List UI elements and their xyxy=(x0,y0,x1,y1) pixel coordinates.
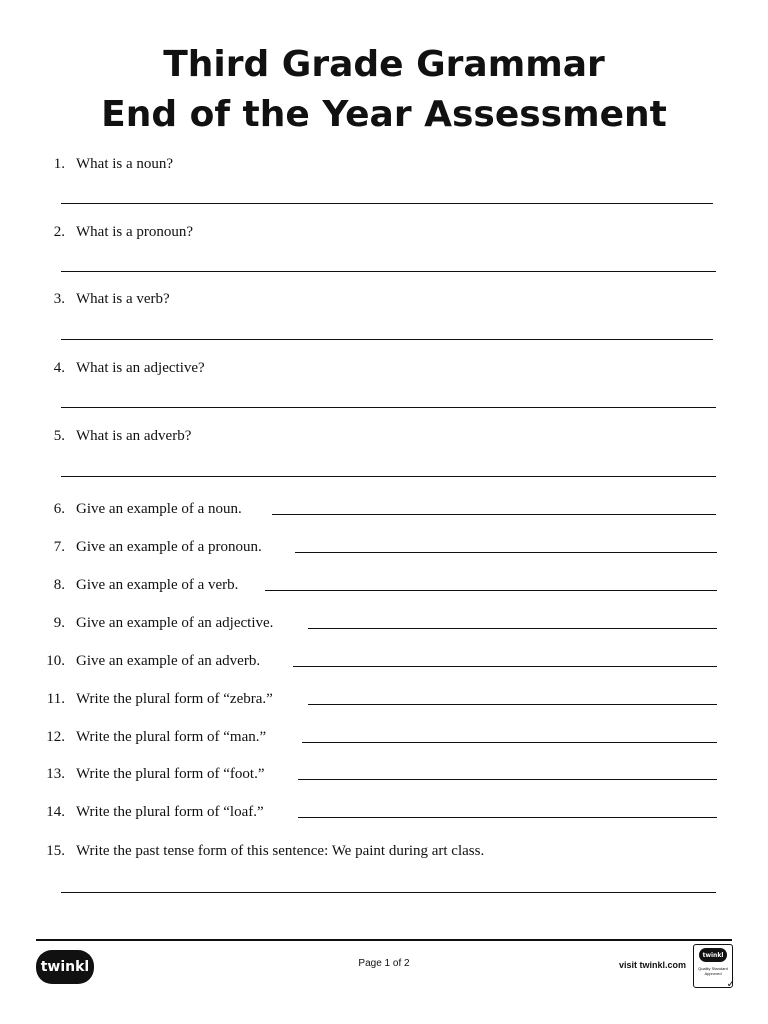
question-text: Write the past tense form of this sentence: We paint during art class. xyxy=(76,843,485,859)
badge-logo: twinkl xyxy=(699,948,727,962)
question-text: Write the plural form of “zebra.” xyxy=(76,691,273,707)
badge-text: Quality Standard Approved xyxy=(698,966,728,976)
answer-line-1[interactable] xyxy=(61,203,713,204)
question-number: 8. xyxy=(53,577,65,593)
answer-line-8[interactable] xyxy=(265,590,717,591)
question-text: What is a verb? xyxy=(76,291,170,307)
question-number: 2. xyxy=(53,224,65,240)
question-number: 14. xyxy=(46,804,65,820)
question-text: What is an adjective? xyxy=(76,360,205,376)
question-number: 7. xyxy=(53,539,65,555)
question-number: 1. xyxy=(53,156,65,172)
question-text: Give an example of a noun. xyxy=(76,501,242,517)
question-number: 13. xyxy=(46,766,65,782)
twinkl-logo: twinkl xyxy=(36,950,94,984)
title-line-1: Third Grade Grammar xyxy=(163,44,605,85)
question-text: Give an example of an adjective. xyxy=(76,615,274,631)
title-line-2: End of the Year Assessment xyxy=(101,94,667,135)
answer-line-15[interactable] xyxy=(61,892,716,893)
footer-divider xyxy=(36,939,732,941)
question-text: What is an adverb? xyxy=(76,428,192,444)
quality-badge xyxy=(693,944,733,988)
page-number: Page 1 of 2 xyxy=(358,958,410,969)
answer-line-9[interactable] xyxy=(308,628,717,629)
question-text: Give an example of a pronoun. xyxy=(76,539,262,555)
answer-line-11[interactable] xyxy=(308,704,717,705)
question-number: 3. xyxy=(53,291,65,307)
question-number: 4. xyxy=(53,360,65,376)
checkmark-icon: ✓ xyxy=(726,979,735,990)
answer-line-2[interactable] xyxy=(61,271,716,272)
answer-line-12[interactable] xyxy=(302,742,717,743)
question-text: Write the plural form of “man.” xyxy=(76,729,267,745)
question-text: Give an example of an adverb. xyxy=(76,653,261,669)
answer-line-6[interactable] xyxy=(272,514,716,515)
question-text: Give an example of a verb. xyxy=(76,577,239,593)
answer-line-4[interactable] xyxy=(61,407,716,408)
answer-line-3[interactable] xyxy=(61,339,713,340)
question-number: 15. xyxy=(46,843,65,859)
question-text: Write the plural form of “loaf.” xyxy=(76,804,264,820)
question-number: 10. xyxy=(46,653,65,669)
question-number: 12. xyxy=(46,729,65,745)
answer-line-13[interactable] xyxy=(298,779,717,780)
answer-line-14[interactable] xyxy=(298,817,717,818)
question-text: What is a noun? xyxy=(76,156,174,172)
visit-link[interactable]: visit twinkl.com xyxy=(618,960,686,970)
question-text: Write the plural form of “foot.” xyxy=(76,766,265,782)
page-title xyxy=(0,40,768,140)
answer-line-7[interactable] xyxy=(295,552,717,553)
answer-line-10[interactable] xyxy=(293,666,717,667)
question-number: 5. xyxy=(53,428,65,444)
question-text: What is a pronoun? xyxy=(76,224,194,240)
question-number: 6. xyxy=(53,501,65,517)
question-number: 11. xyxy=(46,691,65,707)
question-number: 9. xyxy=(53,615,65,631)
answer-line-5[interactable] xyxy=(61,476,716,477)
